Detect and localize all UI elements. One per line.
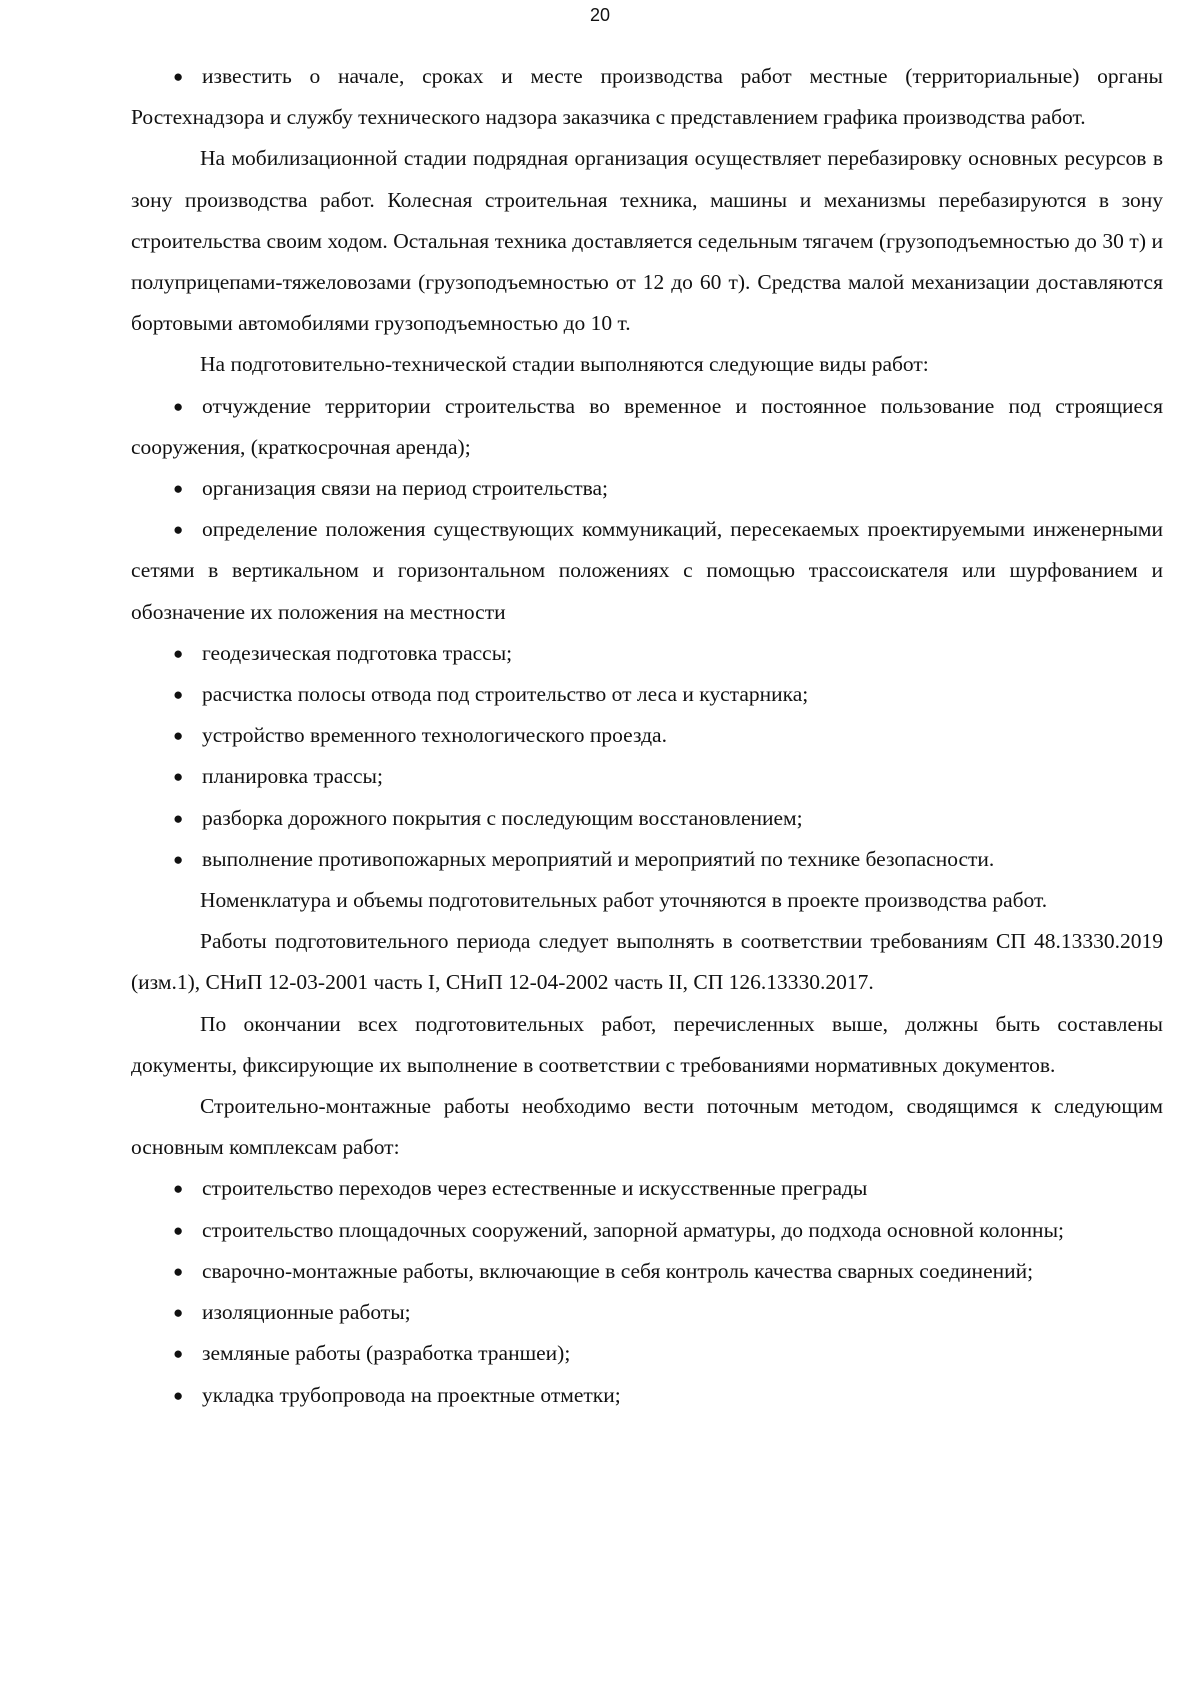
bullet-icon: ● xyxy=(173,1344,184,1364)
bullet-icon: ● xyxy=(173,396,184,416)
list-item-text: устройство временного технологического проезда. xyxy=(202,723,667,748)
list-item xyxy=(131,1292,1163,1333)
paragraph: Строительно-монтажные работы необходимо вести поточным методом, сводящимся к следующим основным комплексам работ: xyxy=(131,1094,1163,1160)
list-item-text: расчистка полосы отвода под строительство от леса и кустарника; xyxy=(202,682,809,707)
list-item xyxy=(131,1251,1163,1292)
list-item-text: земляные работы (разработка траншеи); xyxy=(202,1341,571,1366)
paragraph: Номенклатура и объемы подготовительных работ уточняются в проекте производства работ. xyxy=(200,888,1048,913)
list-item xyxy=(131,839,1163,880)
list-item-text: организация связи на период строительства; xyxy=(202,476,609,501)
bullet-icon: ● xyxy=(173,685,184,705)
page-number: 20 xyxy=(589,5,611,25)
list-item-text: строительство площадочных сооружений, запорной арматуры, до подхода основной колонны; xyxy=(202,1217,1064,1242)
bullet-icon: ● xyxy=(173,767,184,787)
list-item xyxy=(131,674,1163,715)
list-item-text: определение положения существующих коммуникаций, пересекаемых проектируемыми инженерными сетями в вертикальном и горизонтальном положениях с помощью трассоискателя или шурфованием и обозначение их положения на местности xyxy=(131,517,1163,624)
bullet-icon: ● xyxy=(173,643,184,663)
list-item-text: геодезическая подготовка трассы; xyxy=(202,640,513,665)
bullet-icon: ● xyxy=(173,1385,184,1405)
list-item xyxy=(131,756,1163,797)
bullet-icon: ● xyxy=(173,67,184,86)
paragraph: На мобилизационной стадии подрядная организация осуществляет перебазировку основных ресурсов в зону производства работ. Колесная строительная техника, машины и механизмы перебазируются в зону строительства своим ходом. Остальная техника доставляется седельным тягачем (грузоподъемностью до 30 т) и полуприцепами-тяжеловозами (грузоподъемностью от 12 до 60 т). Средства малой механизации доставляются бортовыми автомобилями грузоподъемностью до 10 т. xyxy=(131,146,1163,336)
list-item xyxy=(131,1210,1163,1251)
list-item xyxy=(131,509,1163,633)
list-item xyxy=(131,1375,1163,1416)
bullet-icon: ● xyxy=(173,479,184,499)
list-item-text: разборка дорожного покрытия с последующим восстановлением; xyxy=(202,805,803,830)
list-item-text: изоляционные работы; xyxy=(202,1300,411,1325)
paragraph: По окончании всех подготовительных работ, перечисленных выше, должны быть составлены документы, фиксирующие их выполнение в соответствии с требованиями нормативных документов. xyxy=(131,1011,1163,1077)
list-item-text: укладка трубопровода на проектные отметки; xyxy=(202,1382,621,1407)
list-item xyxy=(131,468,1163,509)
document-body xyxy=(131,56,1163,1416)
list-item-text: строительство переходов через естественные и искусственные преграды xyxy=(202,1176,868,1201)
list-item xyxy=(131,1333,1163,1374)
bullet-icon: ● xyxy=(173,726,184,746)
bullet-icon: ● xyxy=(173,520,184,540)
list-item xyxy=(131,715,1163,756)
list-item xyxy=(131,56,1163,138)
bullet-icon: ● xyxy=(173,849,184,869)
paragraph: На подготовительно-технической стадии выполняются следующие виды работ: xyxy=(200,352,929,377)
list-item xyxy=(131,386,1163,468)
list-item xyxy=(131,633,1163,674)
list-item-text: известить о начале, сроках и месте производства работ местные (территориальные) органы Ростехнадзора и службу технического надзора заказчика с представлением графика производства работ. xyxy=(131,64,1163,130)
bullet-icon: ● xyxy=(173,808,184,828)
paragraph: Работы подготовительного периода следует выполнять в соответствии требованиям СП 48.13330.2019 (изм.1), СНиП 12-03-2001 часть I, СНиП 12-04-2002 часть II, СП 126.13330.2017. xyxy=(131,929,1163,995)
list-item-text: отчуждение территории строительства во временное и постоянное пользование под строящиеся сооружения, (краткосрочная аренда); xyxy=(131,393,1163,459)
list-item-text: планировка трассы; xyxy=(202,764,383,789)
list-item-text: сварочно-монтажные работы, включающие в себя контроль качества сварных соединений; xyxy=(202,1258,1034,1283)
list-item-text: выполнение противопожарных мероприятий и мероприятий по технике безопасности. xyxy=(202,846,995,871)
bullet-icon: ● xyxy=(173,1179,184,1199)
bullet-icon: ● xyxy=(173,1261,184,1281)
bullet-icon: ● xyxy=(173,1303,184,1323)
list-item xyxy=(131,1168,1163,1209)
list-item xyxy=(131,798,1163,839)
bullet-icon: ● xyxy=(173,1220,184,1240)
